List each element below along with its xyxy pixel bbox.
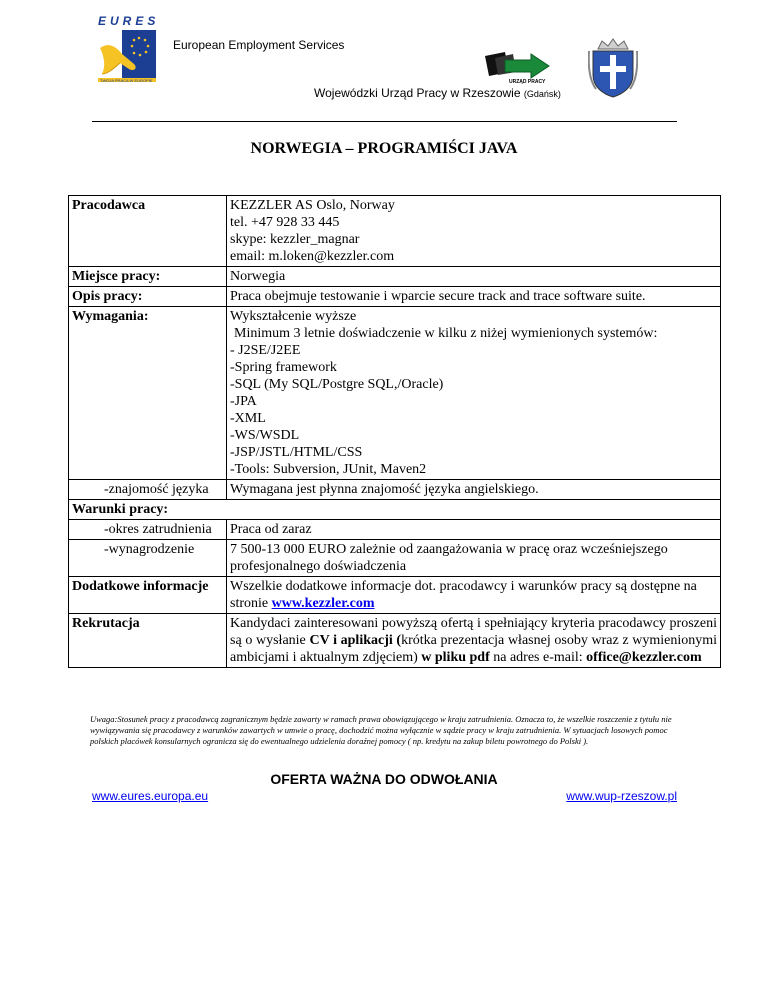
wup-heading	[314, 86, 561, 100]
employer-row	[69, 196, 721, 267]
employer-email: email: m.loken@kezzler.com	[230, 249, 395, 264]
recruitment-email: office@kezzler.com	[586, 650, 702, 665]
urzad-pracy-arrow-icon	[483, 50, 551, 80]
legal-note: Uwaga:Stosunek pracy z pracodawcą zagranicznym będzie zawarty w ramach prawa obowiązującego w kraju zatrudnienia. Oznacza to, że wszelkie roszczenie z tytułu nie wywiązywania się pracodawcy z warunków zawartych w umwie o pracę, dochodzić można wyłącznie w sądzie pracy w kraju zatrudnienia. W sytuacjach losowych pomoc polskich placówek konsularnych ogranicza się do ewentualnego udzielenia doraźnej pomocy ( np. kredytu na zakup biletu powrotnego do Polski ).	[90, 714, 672, 746]
requirement-item: - J2SE/J2EE	[230, 343, 301, 358]
place-value: Norwegia	[227, 267, 721, 287]
eures-logo	[98, 14, 160, 90]
ees-heading: European Employment Services	[173, 38, 345, 52]
period-value: Praca od zaraz	[227, 520, 721, 540]
recruitment-value	[227, 614, 721, 668]
recruitment-row	[69, 614, 721, 668]
employer-phone: tel. +47 928 33 445	[230, 215, 340, 230]
conditions-row	[69, 500, 721, 520]
employer-name: KEZZLER AS Oslo, Norway	[230, 198, 395, 213]
urzad-pracy-logo-text: URZĄD PRACY	[509, 79, 546, 85]
additional-info-label: Dodatkowe informacje	[69, 577, 227, 614]
employer-skype: skype: kezzler_magnar	[230, 232, 360, 247]
employer-value	[227, 196, 721, 267]
requirements-value	[227, 307, 721, 480]
additional-info-text: Wszelkie dodatkowe informacje dot. pracodawcy i warunków pracy są dostępne na stronie	[230, 579, 697, 611]
recruitment-bold-cv: CV i aplikacji (	[309, 633, 402, 648]
recruitment-text-2: krótka prezentacja własnej osoby wraz z wymienionymi ambicjami i aktualnym zdjęciem)	[230, 633, 718, 665]
requirement-item: -JSP/JSTL/HTML/CSS	[230, 445, 363, 460]
salary-label: -wynagrodzenie	[69, 540, 227, 577]
requirement-item: Minimum 3 letnie doświadczenie w kilku z niżej wymienionych systemów:	[234, 326, 658, 341]
coat-of-arms-icon	[588, 37, 638, 99]
salary-row	[69, 540, 721, 577]
requirement-item: -Tools: Subversion, JUnit, Maven2	[230, 462, 427, 477]
requirements-row	[69, 307, 721, 480]
wup-website-link[interactable]: www.wup-rzeszow.pl	[566, 789, 677, 803]
employer-label: Pracodawca	[69, 196, 227, 267]
eures-logo-word: EURES	[98, 14, 160, 28]
requirement-item: Wykształcenie wyższe	[230, 309, 357, 324]
eures-logo-tagline: TWOJA PRACA W EUROPIE	[100, 78, 153, 83]
requirement-item: -SQL (My SQL/Postgre SQL,/Oracle)	[230, 377, 444, 392]
language-value: Wymagana jest płynna znajomość języka angielskiego.	[227, 480, 721, 500]
offer-validity: OFERTA WAŻNA DO ODWOŁANIA	[270, 771, 498, 787]
job-offer-table	[68, 195, 721, 668]
additional-info-row	[69, 577, 721, 614]
description-label: Opis pracy:	[69, 287, 227, 307]
description-row	[69, 287, 721, 307]
period-row	[69, 520, 721, 540]
language-row	[69, 480, 721, 500]
recruitment-text-1: Kandydaci zainteresowani powyższą ofertą i spełniający kryteria pracodawcy proszeni są o wysłanie	[230, 616, 717, 648]
salary-value: 7 500-13 000 EURO zależnie od zaangażowania w pracę oraz wcześniejszego profesjonalnego doświadczenia	[227, 540, 721, 577]
header-divider	[92, 121, 677, 122]
language-label: -znajomość języka	[69, 480, 227, 500]
recruitment-label: Rekrutacja	[69, 614, 227, 668]
requirements-label: Wymagania:	[69, 307, 227, 480]
page-title: NORWEGIA – PROGRAMIŚCI JAVA	[250, 140, 518, 157]
recruitment-bold-pdf: w pliku pdf	[421, 650, 490, 665]
additional-info-value	[227, 577, 721, 614]
requirement-item: -Spring framework	[230, 360, 337, 375]
place-label: Miejsce pracy:	[69, 267, 227, 287]
urzad-pracy-logo	[483, 50, 551, 88]
place-row	[69, 267, 721, 287]
requirement-item: -XML	[230, 411, 266, 426]
requirement-item: -WS/WSDL	[230, 428, 300, 443]
period-label: -okres zatrudnienia	[69, 520, 227, 540]
wup-location: (Gdańsk)	[523, 89, 561, 99]
eures-website-link[interactable]: www.eures.europa.eu	[92, 789, 209, 803]
conditions-label: Warunki pracy:	[69, 500, 721, 520]
recruitment-text-3: na adres e-mail:	[493, 650, 583, 665]
requirement-item: -JPA	[230, 394, 257, 409]
kezzler-website-link[interactable]: www.kezzler.com	[271, 596, 375, 611]
description-value: Praca obejmuje testowanie i wparcie secure track and trace software suite.	[227, 287, 721, 307]
wup-name: Wojewódzki Urząd Pracy w Rzeszowie	[314, 86, 521, 100]
